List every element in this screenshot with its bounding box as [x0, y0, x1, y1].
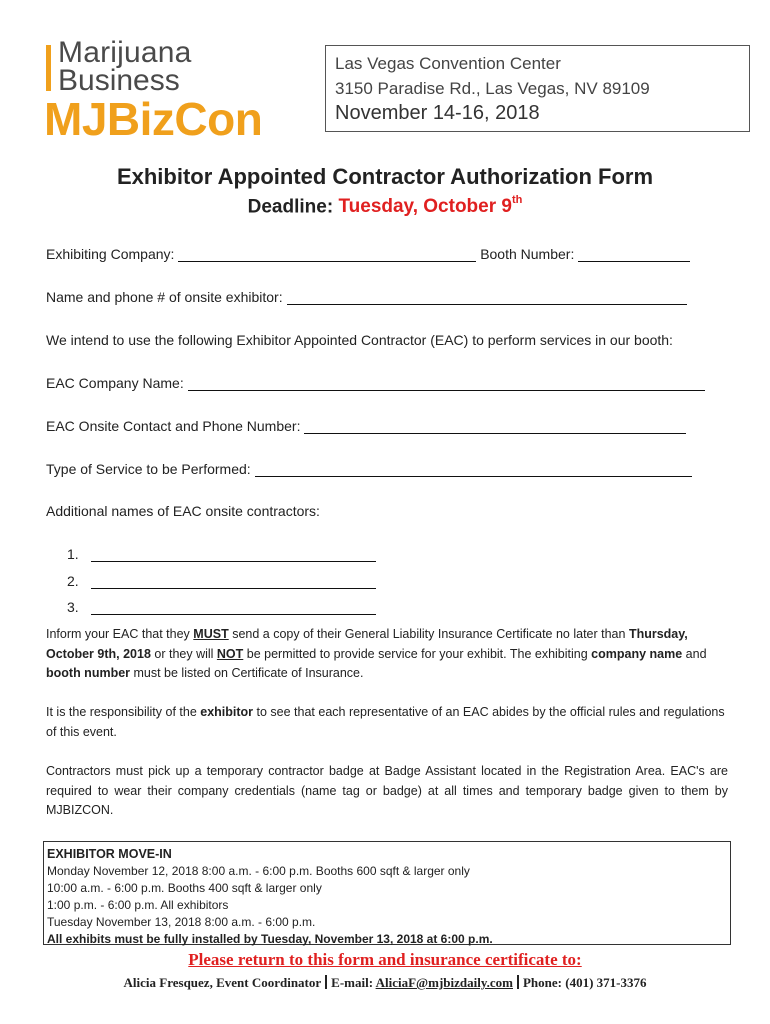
booth-number-field[interactable]	[578, 247, 690, 262]
contact-line	[0, 975, 770, 991]
eac-company-field[interactable]	[188, 376, 705, 391]
exhibitor-emphasis: exhibitor	[200, 705, 254, 719]
insurance-deadline-date: Thursday, October 9th, 2018	[46, 627, 688, 661]
contractor-number-3: 3.	[67, 599, 79, 615]
movein-heading: EXHIBITOR MOVE-IN	[47, 847, 172, 861]
eac-contact-row	[46, 418, 686, 434]
form-title: Exhibitor Appointed Contractor Authorization Form	[116, 164, 654, 189]
exhibiting-company-field[interactable]	[178, 247, 476, 262]
contractor-number-1: 1.	[67, 546, 79, 562]
movein-line-5: All exhibits must be fully installed by Tuesday, November 13, 2018 at 6:00 p.m.	[47, 932, 493, 946]
contractor-row-1	[67, 546, 376, 562]
company-name-emphasis: company name	[591, 646, 683, 661]
movein-line-2: 10:00 a.m. - 6:00 p.m. Booths 400 sqft & larger only	[47, 881, 322, 895]
deadline-label: Deadline:	[247, 196, 334, 218]
additional-names-label: Additional names of EAC onsite contractors:	[46, 503, 320, 519]
movein-line-1: Monday November 12, 2018 8:00 a.m. - 6:00 p.m. Booths 600 sqft & larger only	[47, 864, 470, 878]
onsite-exhibitor-row	[46, 289, 687, 305]
onsite-exhibitor-field[interactable]	[287, 290, 687, 305]
eac-company-label: EAC Company Name:	[46, 375, 184, 391]
contractor-field-1[interactable]	[91, 547, 376, 562]
logo-marijuana: Marijuana	[58, 36, 192, 69]
service-type-row	[46, 461, 692, 477]
badge-paragraph: Contractors must pick up a temporary contractor badge at Badge Assistant located in the Registration Area. EAC's are required to wear their company credentials (name tag or badge) at all times and temporary badge given to them by MJBIZCON.	[46, 764, 728, 817]
intro-text: We intend to use the following Exhibitor Appointed Contractor (EAC) to perform services in our booth:	[46, 332, 673, 348]
deadline	[0, 196, 770, 218]
eac-contact-field[interactable]	[304, 419, 686, 434]
service-type-label: Type of Service to be Performed:	[46, 461, 251, 477]
logo-business: Business	[58, 64, 180, 97]
exhibiting-company-row	[46, 246, 690, 262]
contractor-row-3	[67, 599, 376, 615]
deadline-date: Tuesday, October 9th	[338, 194, 523, 218]
insurance-paragraph: Inform your EAC that they MUST send a copy of their General Liability Insurance Certificate no later than Thursday, October 9th, 2018 or they will NOT be permitted to provide service for your exhibit. The exhibiting company name and booth number must be listed on Certificate of Insurance.	[46, 627, 707, 680]
phone: Phone: (401) 371-3376	[522, 975, 647, 990]
contact-name: Alicia Fresquez, Event Coordinator	[123, 975, 322, 990]
return-instructions: Please return to this form and insurance certificate to:	[188, 950, 582, 969]
eac-company-row	[46, 375, 705, 391]
movein-line-3: 1:00 p.m. - 6:00 p.m. All exhibitors	[47, 898, 229, 912]
contractor-row-2	[67, 573, 376, 589]
eac-contact-label: EAC Onsite Contact and Phone Number:	[46, 418, 301, 434]
email-label: E-mail:	[331, 975, 374, 990]
exhibiting-company-label: Exhibiting Company:	[46, 246, 175, 262]
not-emphasis: NOT	[216, 646, 244, 661]
venue-address: 3150 Paradise Rd., Las Vegas, NV 89109	[335, 79, 650, 98]
contractor-field-3[interactable]	[91, 600, 376, 615]
responsibility-paragraph: It is the responsibility of the exhibitor to see that each representative of an EAC abides by the official rules and regulations of this event.	[46, 705, 725, 739]
venue-dates: November 14-16, 2018	[335, 102, 540, 124]
booth-number-label: Booth Number:	[480, 246, 575, 262]
movein-line-4: Tuesday November 13, 2018 8:00 a.m. - 6:00 p.m.	[47, 915, 316, 929]
email-link[interactable]: AliciaF@mjbizdaily.com	[375, 975, 513, 990]
must-emphasis: MUST	[193, 627, 229, 641]
separator	[517, 975, 519, 989]
contractor-field-2[interactable]	[91, 574, 376, 589]
logo-accent-bar	[46, 45, 51, 91]
logo-mjbizcon: MJBizCon	[44, 93, 263, 145]
venue-name: Las Vegas Convention Center	[335, 54, 561, 73]
service-type-field[interactable]	[255, 462, 692, 477]
onsite-exhibitor-label: Name and phone # of onsite exhibitor:	[46, 289, 283, 305]
booth-number-emphasis: booth number	[46, 666, 131, 680]
separator	[325, 975, 327, 989]
contractor-number-2: 2.	[67, 573, 79, 589]
movein-schedule	[47, 846, 493, 948]
